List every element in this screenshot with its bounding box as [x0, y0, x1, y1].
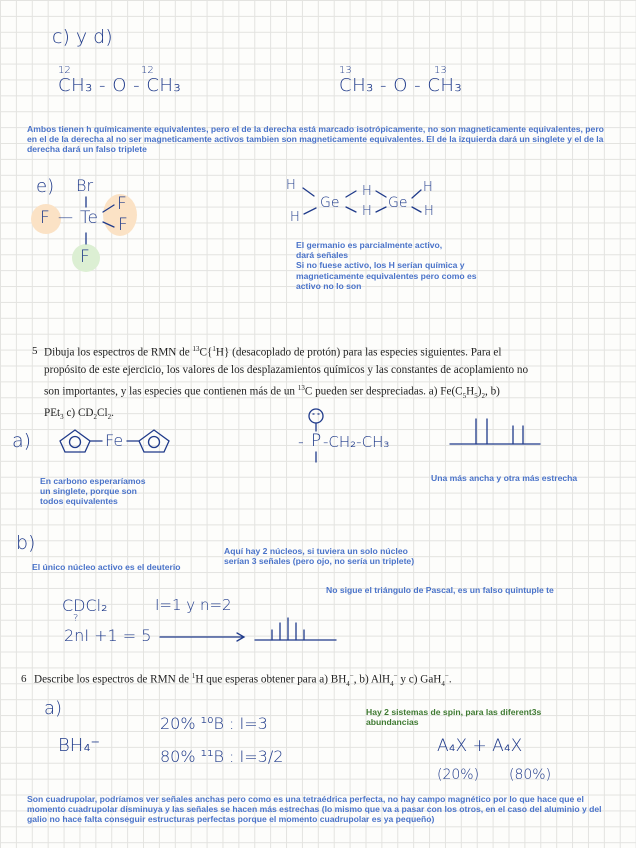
atom-ge-2: Ge: [388, 195, 408, 211]
bond-ge-h: [304, 208, 316, 214]
atom-h: H: [290, 210, 300, 225]
note-spin-systems-line: Hay 2 sistemas de spin, para las diferent3s: [366, 707, 542, 717]
atom-f-top-right: F: [117, 194, 127, 214]
atom-h: H: [286, 178, 296, 193]
atom-ge-1: Ge: [320, 195, 340, 211]
atom-h: H: [362, 204, 372, 219]
atom-f-left: F: [40, 208, 50, 228]
atom-p: P: [311, 431, 322, 451]
phosphine-dash: -: [298, 432, 304, 451]
atom-f-bottom: F: [80, 247, 90, 267]
bond-ge-h: [412, 207, 421, 212]
q5-line: PEt$_3$ c) $CD_2Cl_2$.: [44, 407, 114, 422]
note-germanium-line: Si no fuese activo, los H serían química y: [296, 260, 465, 271]
question-6-number: 6: [21, 673, 27, 685]
q5-line: Dibuja los espectros de RMN de $^{13}$C{$^1$H} (desacoplado de protón) para las especies siguientes. Para el: [44, 345, 502, 359]
note-quadrupolar: Son cuadrupolar, podríamos ver señales anchas pero como es una tetraédrica perfecta, no hay campo magnético por lo que hace que el momento cuadrupolar disminuya y las señales se hacen más estrechas (lo mismo que va a pasar con los otros, en el caso del aluminio y del galio no hace falta conseguir estructuras perfectas porque el momento cuadrupolar es ya pequeño): [27, 794, 602, 825]
question-mark: ?: [73, 613, 79, 624]
section-cd-label: c) y d): [52, 26, 113, 48]
spin-system-equation: A₄X + A₄X: [437, 736, 523, 756]
isotope-label: 13: [434, 65, 447, 76]
dimethyl-ether-13c: CH₃ - O - CH₃: [339, 75, 463, 96]
note-two-nuclei-line: serían 3 señales (pero ojo, no sería un triplete): [224, 556, 415, 567]
atom-te: Te: [80, 208, 98, 228]
question-5-number: 5: [32, 345, 38, 357]
note-ferrocene-line: todos equivalentes: [40, 496, 118, 507]
q5-line: son importantes, y las especies que contienen más de un $^{13}$C pueden ser despreciadas. a) $Fe(C_5H_5)_2$, b): [44, 383, 500, 400]
cp-ring-right-circle: [149, 437, 160, 448]
note-two-nuclei-line: Aquí hay 2 núcleos, si tuviera un solo núcleo: [224, 546, 408, 556]
isotope-label: 12: [141, 65, 154, 76]
section-e-label: e): [36, 176, 55, 197]
cp-ring-left: [60, 430, 90, 452]
spin-values: I=1 y n=2: [155, 596, 232, 614]
boron-10-abundance: 20% ¹⁰B : I=3: [160, 714, 268, 733]
bond-dash: —: [58, 208, 73, 226]
bond-ge-h: [412, 190, 421, 198]
cp-ring-left-circle: [70, 437, 81, 448]
dimethyl-ether-12c: CH₃ - O - CH₃: [58, 75, 182, 96]
isotope-label: 12: [58, 65, 71, 76]
q5-line: propósito de este ejercicio, los valores de los desplazamientos químicos y las constantes de acoplamiento no: [44, 364, 529, 377]
bond-ge-h: [376, 207, 386, 212]
bond-ge-h: [303, 188, 314, 196]
note-germanium-line: activo no lo son: [296, 280, 362, 291]
note-spin-systems-line: abundancias: [366, 717, 419, 728]
multiplicity-rule: 2nI +1 = 5: [64, 626, 152, 645]
bond-te-f-tr: [103, 205, 114, 212]
note-peaks-width: Una más ancha y otra más estrecha: [431, 473, 578, 483]
note-germanium-line: magneticamente equivalentes pero como es: [296, 270, 477, 281]
cp-ring-right: [139, 430, 169, 452]
note-pascal: No sigue el triángulo de Pascal, es un falso quintuple te: [326, 585, 554, 595]
note-germanium-line: dará señales: [296, 250, 349, 261]
q6-line: Describe los espectros de RMN de $^1$H que esperas obtener para a) $BH_4^-$, b) AlH$_4$− y c) GaH$_4$−.: [34, 672, 452, 688]
isotope-label: 13: [339, 65, 352, 76]
bond-te-f-r: [103, 222, 114, 227]
bh4-formula: BH₄⁻: [58, 735, 101, 756]
note-ferrocene-line: En carbono esperaríamos: [40, 476, 146, 486]
atom-f-right: F: [118, 215, 128, 235]
abundance-80: (80%): [509, 767, 552, 783]
note-germanium-line: El germanio es parcialmente activo,: [296, 240, 443, 250]
bond-ge-h: [376, 191, 386, 197]
cdcl2-formula: CDCl₂: [62, 596, 108, 615]
bond-ge-h: [346, 207, 356, 212]
note-cd: Ambos tienen h químicamente equivalentes, pero el de la derecha está marcado isotrópicamente, no son magneticamente equivalentes, pero en el de la derecha al no ser magneticamente activos tambien son magneticamente equivalentes. El de la izquierda dará un singlete y el de la derecha dará un falso triplete: [27, 124, 604, 155]
atom-h: H: [362, 184, 372, 199]
section-a-label: a): [12, 430, 32, 452]
section-a2-label: a): [44, 698, 63, 719]
atom-br: Br: [76, 176, 94, 195]
atom-h: H: [423, 180, 433, 195]
note-ferrocene-line: un singlete, porque son: [40, 486, 137, 497]
abundance-20: (20%): [437, 767, 480, 783]
lone-pair: [309, 409, 323, 423]
note-deuterium: El único núcleo activo es el deuterio: [32, 562, 181, 572]
bond-ge-h: [346, 191, 356, 197]
boron-11-abundance: 80% ¹¹B : I=3/2: [160, 747, 284, 766]
atom-h: H: [424, 204, 434, 219]
atom-fe: Fe: [105, 431, 124, 450]
section-b-label: b): [16, 532, 36, 554]
ethyl-chain: -CH₂-CH₃: [323, 433, 390, 451]
